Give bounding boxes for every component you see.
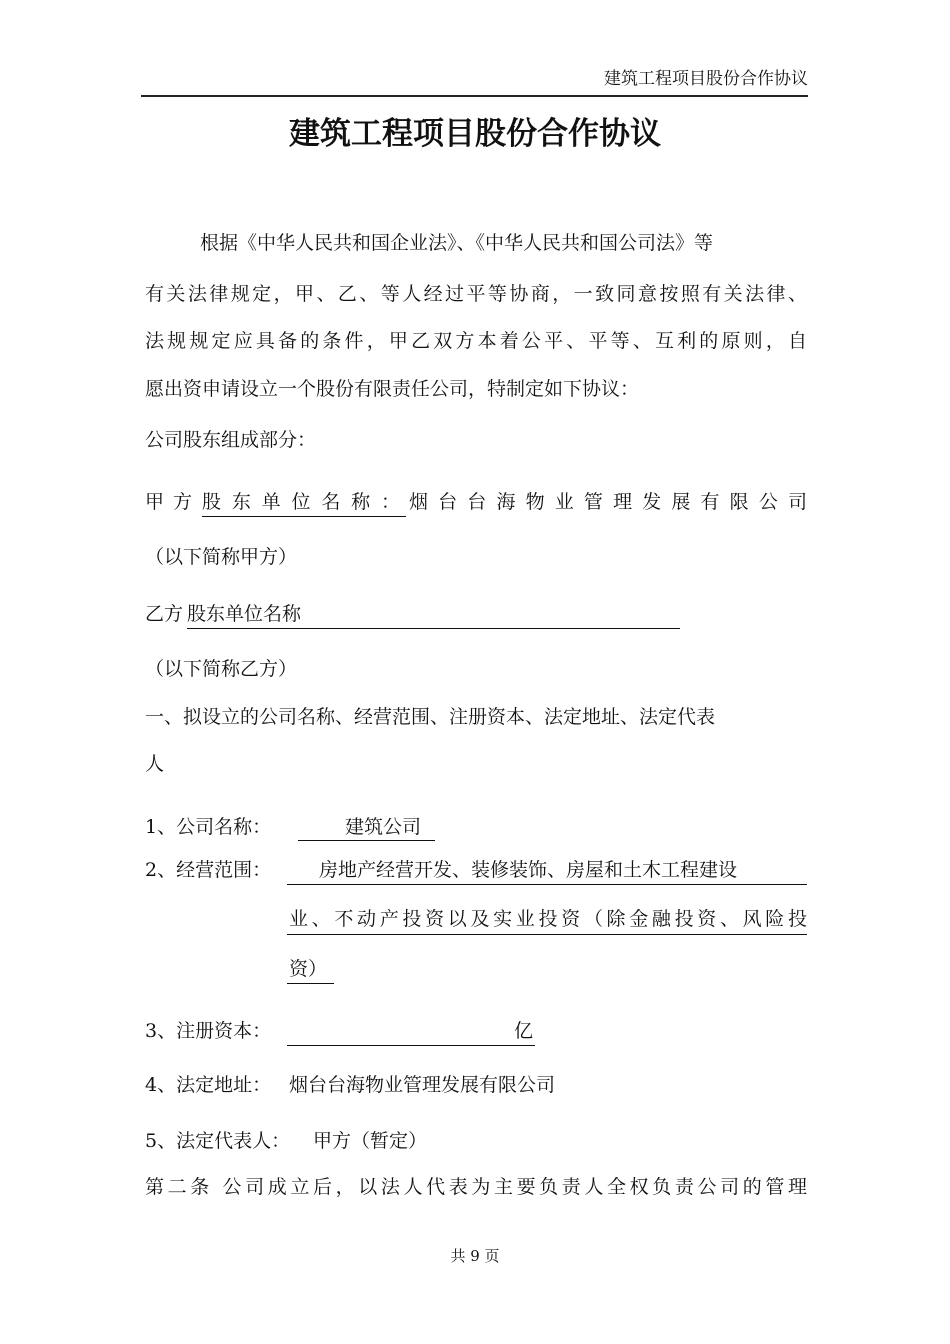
- page-count: 共 9 页: [450, 1247, 500, 1265]
- legal-rep-value: 甲方（暂定）: [313, 1130, 428, 1152]
- registered-capital-unit: 亿: [514, 1020, 534, 1042]
- business-scope-underline-2: [287, 934, 807, 935]
- running-header: 建筑工程项目股份合作协议: [604, 69, 808, 89]
- shareholders-heading: 公司股东组成部分：: [145, 429, 317, 451]
- party-b-name-blank: [187, 628, 680, 629]
- company-name-label: 1、公司名称：: [145, 816, 272, 838]
- business-scope-underline-3: [287, 983, 334, 984]
- business-scope-line-3: 资）: [289, 958, 328, 980]
- legal-rep-label: 5、法定代表人：: [145, 1130, 291, 1152]
- section1-heading-line2: 人: [145, 753, 165, 775]
- document-title: 建筑工程项目股份合作协议: [289, 116, 661, 152]
- section1-heading-line1: 一、拟设立的公司名称、经营范围、注册资本、法定地址、法定代表: [145, 706, 716, 728]
- intro-line-4: 愿出资申请设立一个股份有限责任公司，特制定如下协议：: [145, 378, 640, 400]
- intro-line-1: 根据《中华人民共和国企业法》、《中华人民共和国公司法》等: [200, 232, 714, 254]
- party-b-note: （以下简称乙方）: [145, 658, 298, 680]
- party-b-field-label: 股东单位名称: [187, 603, 302, 625]
- article-2-line: 第二条 公司成立后，以法人代表为主要负责人全权负责公司的管理: [145, 1176, 807, 1198]
- company-name-value: 建筑公司: [345, 816, 422, 838]
- party-a-note: （以下简称甲方）: [145, 546, 298, 568]
- business-scope-label: 2、经营范围：: [145, 859, 272, 881]
- party-b-label: 乙方: [145, 603, 184, 625]
- business-scope-line-1: 房地产经营开发、装修装饰、房屋和土木工程建设: [319, 859, 738, 881]
- intro-line-3: 法规规定应具备的条件，甲乙双方本着公平、平等、互利的原则，自: [145, 330, 807, 352]
- party-a-field-underline: [202, 516, 406, 517]
- legal-address-label: 4、法定地址：: [145, 1074, 272, 1096]
- header-rule: [141, 95, 808, 97]
- legal-address-value: 烟台台海物业管理发展有限公司: [289, 1074, 556, 1096]
- registered-capital-label: 3、注册资本：: [145, 1020, 272, 1042]
- company-name-underline: [298, 840, 435, 841]
- party-a-field-label: 股东单位名称：: [202, 491, 400, 513]
- party-a-label: 甲方: [145, 491, 202, 513]
- party-a-name: 烟台台海物业管理发展有限公司: [409, 491, 807, 513]
- business-scope-underline-1: [287, 884, 807, 885]
- registered-capital-blank: [287, 1045, 535, 1046]
- business-scope-line-2: 业、不动产投资以及实业投资（除金融投资、风险投: [289, 908, 807, 930]
- intro-line-2: 有关法律规定，甲、乙、等人经过平等协商，一致同意按照有关法律、: [145, 283, 807, 305]
